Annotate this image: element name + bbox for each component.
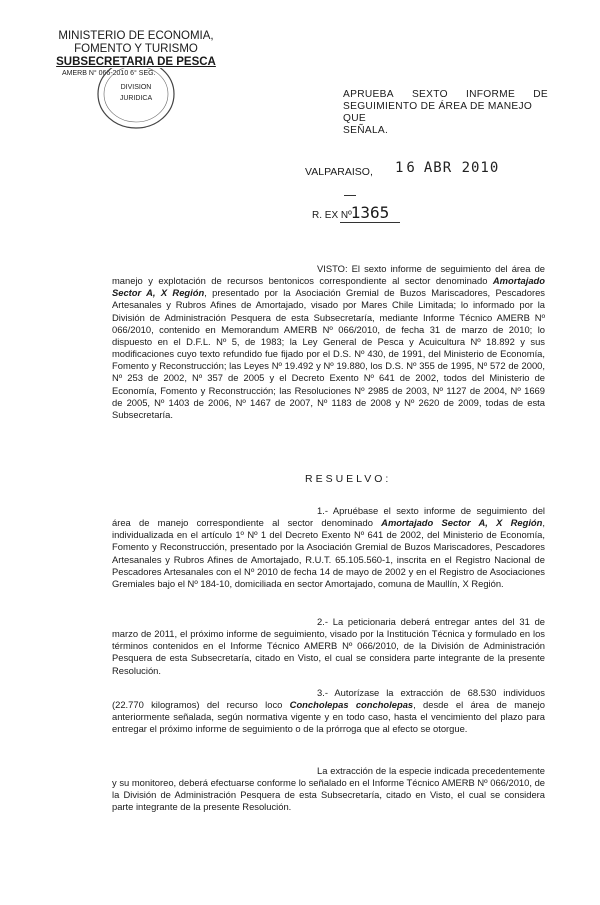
subject-line-2: SEGUIMIENTO DE ÁREA DE MANEJO QUE	[343, 101, 533, 124]
article-1-pre: 1.- Apruébase el sexto informe de seguimiento del área de manejo correspondiente al sector denominado	[112, 505, 545, 529]
article-3	[112, 687, 545, 736]
visto-text-post: , presentado por la Asociación Gremial de Buzos Mariscadores, Pescadores Artesanales y Rubros Afines de Amortajado, visado por Mares Chile Limitada; lo informado por la División de Administración Pesquera de esta Subsecretaría, mediante Informe Técnico AMERB Nº 066/2010, contenido en Memorandum AMERB Nº 066/2010, de fecha 31 de marzo de 2010; lo dispuesto en el D.F.L. Nº 5, de 1983; la Ley General de Pesca y Acuicultura Nº 18.892 y sus modificaciones cuyo texto refundido fue fijado por el D.S. Nº 430, de 1991, del Ministerio de Economía, Fomento y Reconstrucción; las Leyes Nº 19.492 y Nº 19.880, los D.S. Nº 355 de 1995, Nº 572 de 2000, Nº 253 de 2002, Nº 357 de 2005 y el Decreto Exento Nº 641 de 2002, todos del Ministerio de Economía, Fomento y Reconstrucción; las Resoluciones Nº 2985 de 2003, Nº 1127 de 2004, Nº 1669 de 2005, Nº 1403 de 2006, Nº 1467 de 2007, Nº 1183 de 2008 y Nº 2620 de 2009, todas de esta Subsecretaría.	[112, 287, 545, 420]
visto-sector: Amortajado Sector A, X Región	[112, 275, 545, 299]
resuelvo-heading: RESUELVO:	[305, 473, 392, 485]
article-1-sector: Amortajado Sector A, X Región	[381, 517, 543, 529]
article-3-post: , desde el área de manejo anteriormente señalada, según normativa vigente y en todo caso, hasta el vencimiento del plazo para entregar el próximo informe de seguimiento o de la prórroga que al efecto se otorgue.	[112, 699, 545, 735]
article-4-text: La extracción de la especie indicada precedentemente y su monitoreo, deberá efectuarse conforme lo señalado en el Informe Técnico AMERB Nº 066/2010, de la División de Administración Pesquera de esta Subsecretaría, citado en Visto, el cual se considera parte integrante de la presente Resolución.	[112, 765, 545, 813]
subject-word: APRUEBA	[343, 89, 394, 100]
date-stamp	[395, 160, 499, 176]
division-juridica-stamp-icon	[90, 68, 182, 130]
letterhead-ministry-2: FOMENTO Y TURISMO	[74, 43, 198, 55]
subject-line-1	[343, 89, 548, 101]
article-2	[112, 616, 545, 677]
article-2-text: 2.- La peticionaria deberá entregar antes del 31 de marzo de 2011, el próximo informe de seguimiento, visado por la Institución Técnica y formulado en los términos contenidos en el Informe Técnico AMERB Nº 066/2010, de la División de Administración Pesquera de esta Subsecretaría, citado en Visto, el cual se considera parte integrante de la presente Resolución.	[112, 616, 545, 676]
resolution-number: 1365	[340, 203, 400, 223]
stamp-bottom-text: JURIDICA	[119, 95, 153, 102]
article-1-post: , individualizada en el artículo 1º Nº 1 del Decreto Exento Nº 641 de 2002, del Ministerio de Economía, Fomento y Reconstrucción, presentado por la Asociación Gremial de Buzos Mariscadores, Pescadores Artesanales y Rubros Afines de Amortajado, R.U.T. 65.105.560-1, inscrita en el Registro Nacional de Pescadores Artesanales con el Nº 2010 de fecha 14 de mayo de 2002 y en el Registro de Asociaciones Gremiales bajo el Nº 184-10, domiciliada en sector Amortajado, comuna de Maullín, X Región.	[112, 517, 545, 589]
stamp-top-text: DIVISION	[120, 84, 152, 91]
letterhead-ministry: MINISTERIO DE ECONOMIA,	[58, 30, 214, 42]
subject-line-3: SEÑALA.	[343, 125, 389, 136]
resolution-dash	[344, 195, 356, 196]
article-1	[112, 505, 545, 590]
subject-word: DE	[533, 89, 548, 100]
subject-block	[343, 89, 548, 137]
resolution-label: R. EX Nº	[312, 210, 352, 221]
visto-label: VISTO:	[317, 263, 348, 274]
subject-word: SEXTO	[411, 89, 448, 100]
article-4	[112, 765, 545, 814]
letterhead-subsecretaria: SUBSECRETARIA DE PESCA	[56, 56, 216, 68]
visto-paragraph	[112, 263, 545, 421]
subject-word: INFORME	[465, 89, 516, 100]
date-day: 16	[395, 160, 418, 176]
letterhead-reference: AMERB N° 066-2010 6° SEG.	[62, 70, 156, 77]
date-month-year: ABR 2010	[423, 160, 500, 176]
article-3-pre: 3.- Autorízase la extracción de 68.530 individuos (22.770 kilogramos) del recurso loco	[112, 687, 545, 711]
article-3-species: Concholepas concholepas	[289, 699, 414, 711]
place-label: VALPARAISO,	[305, 166, 373, 178]
visto-text-pre: El sexto informe de seguimiento del área de manejo y explotación de recursos bentonicos correspondiente al sector denominado	[112, 263, 545, 287]
